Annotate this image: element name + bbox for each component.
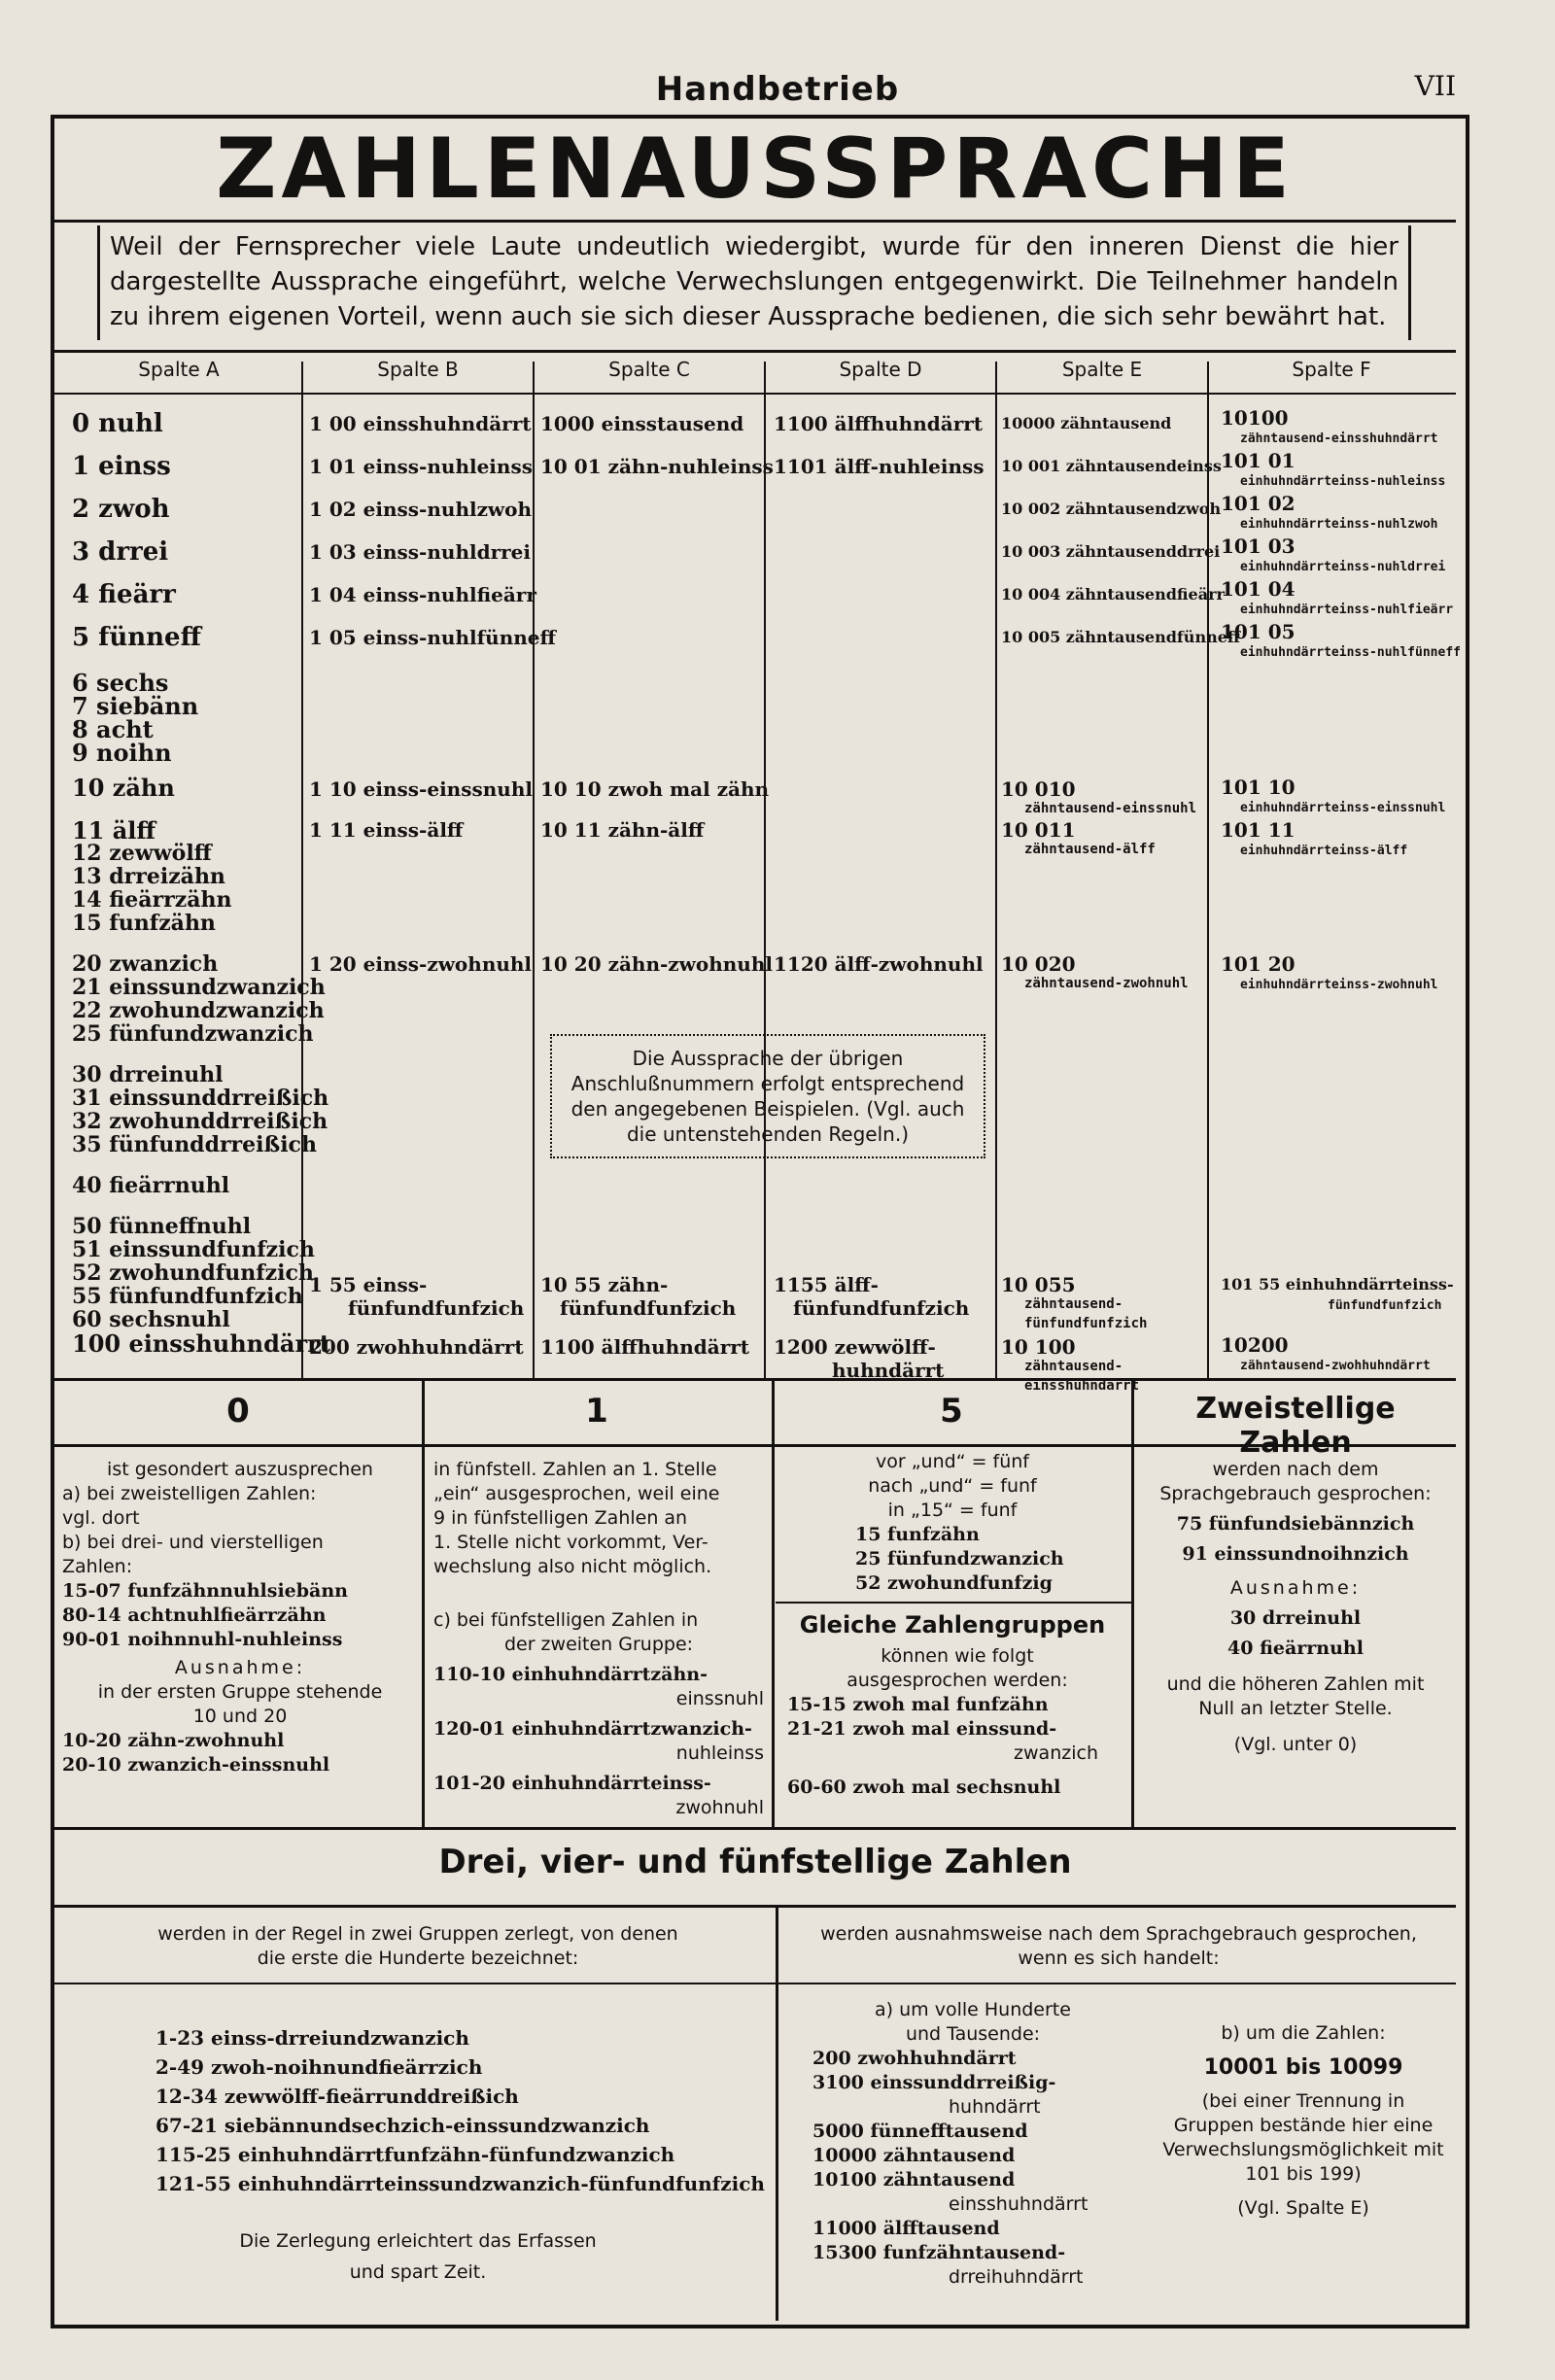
spalte-a-entry: 22 zwohundzwanzich: [72, 998, 325, 1023]
spalte-e-entry: 10 005 zähntausendfünneff: [1001, 628, 1241, 646]
text-line: 120-01 einhuhndärrtzwanzich-: [433, 1718, 752, 1740]
spalte-b-entry: 1 55 einss-: [309, 1273, 428, 1296]
spalte-a-entry: 14 fieärrzähn: [72, 887, 232, 913]
spalte-a-entry: 4 fieärr: [72, 580, 176, 609]
spalte-e-entry: zähntausend-zwohnuhl: [1024, 976, 1189, 991]
spalte-a-entry: 5 fünneff: [72, 623, 201, 652]
column-header: Spalte A: [138, 358, 220, 381]
one-rules: [433, 1458, 764, 1820]
text-line: werden nach dem: [1212, 1459, 1379, 1480]
text-line: 30 drreinuhl: [1229, 1607, 1362, 1629]
text-line: 1-23 einss-drreiundzwanzich: [156, 2026, 469, 2050]
section-rule: [776, 1907, 778, 2321]
multi-right-b: [1153, 2021, 1454, 2221]
text-line: 15-15 zwoh mal funfzähn: [787, 1694, 1049, 1715]
section-one-heading: 1: [585, 1392, 608, 1431]
text-line: Gruppen bestände hier eine: [1173, 2115, 1434, 2136]
five-rules: [778, 1450, 1127, 1596]
spalte-d-entry: 1100 älffhuhndärrt: [774, 412, 984, 435]
text-line: Die Zerlegung erleichtert das Erfassen: [239, 2230, 597, 2252]
spalte-f-entry: einhuhndärrteinss-nuhlzwoh: [1240, 517, 1438, 532]
spalte-a-entry: 20 zwanzich: [72, 951, 219, 977]
text-line: Sprachgebrauch gesprochen:: [1159, 1483, 1432, 1504]
spalte-d-entry: huhndärrt: [832, 1359, 945, 1382]
text-line: in fünfstell. Zahlen an 1. Stelle: [433, 1459, 717, 1480]
text-line: nach „und“ = funf: [868, 1475, 1037, 1497]
spalte-f-entry: einhuhndärrteinss-nuhldrrei: [1240, 560, 1446, 574]
spalte-a-entry: 0 nuhl: [72, 409, 163, 438]
text-line: 101 bis 199): [1245, 2163, 1362, 2185]
column-rule: [301, 362, 303, 1378]
divider: [54, 1983, 1456, 1984]
multi-right-a: [812, 1998, 1133, 2290]
spalte-a-entry: 13 drreizähn: [72, 864, 225, 889]
spalte-e-entry: zähntausend-einssnuhl: [1024, 801, 1197, 816]
text-line: und Tausende:: [905, 2023, 1041, 2045]
spalte-e-entry: zähntausend-älff: [1024, 842, 1156, 857]
column-rule: [533, 362, 535, 1378]
intro-paragraph: Weil der Fernsprecher viele Laute undeutlich wiedergibt, wurde für den inneren Dienst die hier dargestellte Aussprache eingeführt, welche Verwechslungen entgegenwirkt. Die Teilnehmer handeln zu ihrem eigenen Vorteil, wenn auch sie sich dieser Aussprache bedienen, die sich sehr bewährt hat.: [97, 225, 1411, 340]
spalte-f-entry: einhuhndärrteinss-einssnuhl: [1240, 801, 1446, 815]
spalte-f-entry: 101 01: [1221, 449, 1296, 472]
divider: [54, 1905, 1456, 1908]
text-line: 1. Stelle nicht vorkommt, Ver-: [433, 1532, 708, 1553]
spalte-b-entry: 1 10 einss-einssnuhl: [309, 777, 533, 801]
spalte-a-entry: 12 zewwölff: [72, 841, 212, 866]
text-line: 10001 bis 10099: [1203, 2055, 1403, 2080]
text-line: und die höheren Zahlen mit: [1166, 1673, 1425, 1695]
spalte-a-entry: 3 drrei: [72, 537, 169, 567]
column-header: Spalte C: [608, 358, 690, 381]
text-line: 25 fünfundzwanzich: [855, 1548, 1064, 1569]
column-header: Spalte F: [1292, 358, 1371, 381]
text-line: Null an letzter Stelle.: [1198, 1698, 1393, 1719]
zero-rules: [62, 1458, 418, 1777]
spalte-e-entry: 10 010: [1001, 777, 1076, 801]
note-box: Die Aussprache der übrigen Anschlußnummern erfolgt entsprechend den angegebenen Beispielen. (Vgl. auch die untenstehenden Regeln.): [550, 1034, 985, 1158]
spalte-e-entry: zähntausend-: [1024, 1296, 1123, 1312]
spalte-e-entry: 10000 zähntausend: [1001, 414, 1172, 432]
text-line: 60-60 zwoh mal sechsnuhl: [787, 1776, 1061, 1798]
text-line: a) um volle Hunderte: [875, 1999, 1071, 2020]
text-line: zwohnuhl: [675, 1797, 764, 1818]
section-rule: [772, 1380, 775, 1827]
text-line: Ausnahme:: [1229, 1577, 1362, 1599]
column-rule: [764, 362, 766, 1378]
spalte-a-entry: 15 funfzähn: [72, 911, 216, 936]
spalte-b-entry: 1 02 einss-nuhlzwoh: [309, 498, 533, 521]
spalte-f-entry: 101 05: [1221, 620, 1296, 643]
multi-right-intro: [783, 1922, 1454, 1971]
spalte-a-entry: 6 sechs: [72, 669, 169, 697]
spalte-e-entry: 10 002 zähntausendzwoh: [1001, 500, 1222, 518]
text-line: wechslung also nicht möglich.: [433, 1556, 712, 1577]
divider: [54, 350, 1456, 353]
spalte-f-entry: 10200: [1221, 1333, 1289, 1357]
text-line: 115-25 einhuhndärrtfunfzähn-fünfundzwanzich: [156, 2143, 675, 2166]
spalte-f-entry: 10100: [1221, 406, 1289, 430]
spalte-c-entry: 10 01 zähn-nuhleinss: [540, 455, 774, 478]
spalte-e-entry: einsshuhndärrt: [1024, 1378, 1140, 1394]
section-five-heading: 5: [940, 1392, 963, 1431]
text-line: Ausnahme:: [174, 1657, 306, 1678]
text-line: können wie folgt: [881, 1645, 1034, 1667]
spalte-c-entry: 1000 einsstausend: [540, 412, 744, 435]
spalte-a-entry: 7 siebänn: [72, 692, 199, 720]
spalte-b-entry: 1 11 einss-älff: [309, 818, 464, 842]
spalte-d-entry: 1101 älff-nuhleinss: [774, 455, 985, 478]
spalte-f-entry: einhuhndärrteinss-nuhlfünneff: [1240, 645, 1461, 660]
text-line: vgl. dort: [62, 1507, 140, 1529]
text-line: 15 funfzähn: [855, 1524, 980, 1545]
spalte-b-entry: 1 00 einsshuhndärrt: [309, 412, 532, 435]
spalte-a-entry: 2 zwoh: [72, 495, 170, 524]
spalte-b-entry: 1 03 einss-nuhldrrei: [309, 540, 531, 564]
spalte-a-entry: 21 einssundzwanzich: [72, 975, 326, 1000]
spalte-f-entry: 101 55 einhuhndärrteinss-: [1221, 1275, 1454, 1293]
column-header: Spalte E: [1061, 358, 1143, 381]
text-line: der zweiten Gruppe:: [503, 1634, 694, 1655]
spalte-f-entry: 101 02: [1221, 492, 1296, 515]
text-line: 10-20 zähn-zwohnuhl: [62, 1730, 285, 1751]
spalte-e-entry: 10 020: [1001, 952, 1076, 976]
spalte-a-entry: 31 einssunddrreißich: [72, 1086, 329, 1111]
text-line: drreihuhndärrt: [949, 2266, 1084, 2288]
text-line: a) bei zweistelligen Zahlen:: [62, 1483, 317, 1504]
divider: [54, 393, 1456, 395]
text-line: 12-34 zewwölff-fieärrunddreißich: [156, 2085, 519, 2108]
text-line: ist gesondert auszusprechen: [107, 1459, 373, 1480]
spalte-b-entry: 1 04 einss-nuhlfieärr: [309, 583, 536, 606]
text-line: (Vgl. Spalte E): [1237, 2197, 1369, 2219]
spalte-e-entry: 10 004 zähntausendfieärr: [1001, 585, 1225, 604]
text-line: 75 fünfundsiebännzich: [1176, 1513, 1415, 1535]
text-line: wenn es sich handelt:: [1018, 1948, 1220, 1969]
column-rule: [995, 362, 997, 1378]
column-header: Spalte B: [377, 358, 459, 381]
spalte-a-entry: 50 fünneffnuhl: [72, 1214, 252, 1239]
groups-rules: [787, 1644, 1127, 1800]
text-line: 91 einssundnoihnzich: [1182, 1543, 1409, 1565]
text-line: 90-01 noihnnuhl-nuhleinss: [62, 1629, 343, 1650]
section-rule: [1131, 1380, 1134, 1827]
divider: [54, 1444, 1456, 1447]
text-line: 110-10 einhuhndärrtzähn-: [433, 1664, 708, 1685]
spalte-b-entry: 1 20 einss-zwohnuhl: [309, 952, 533, 976]
page-title: ZAHLENAUSSPRACHE: [216, 121, 1295, 218]
spalte-d-entry: 1200 zewwölff-: [774, 1335, 936, 1359]
spalte-a-entry: 25 fünfundzwanzich: [72, 1021, 314, 1047]
divider: [54, 1378, 1456, 1381]
text-line: 52 zwohundfunfzig: [855, 1572, 1053, 1594]
two-digit-rules: [1139, 1458, 1452, 1757]
text-line: 20-10 zwanzich-einssnuhl: [62, 1754, 330, 1776]
text-line: b) bei drei- und vierstelligen: [62, 1532, 324, 1553]
spalte-c-entry: 10 20 zähn-zwohnuhl: [540, 952, 773, 976]
text-line: ausgesprochen werden:: [847, 1670, 1068, 1691]
spalte-d-entry: fünfundfunfzich: [793, 1296, 970, 1320]
text-line: huhndärrt: [949, 2096, 1041, 2118]
spalte-f-entry: einhuhndärrteinss-nuhleinss: [1240, 474, 1446, 489]
text-line: (bei einer Trennung in: [1201, 2090, 1405, 2112]
section-rule: [422, 1380, 425, 1827]
spalte-e-entry: zähntausend-: [1024, 1359, 1123, 1374]
spalte-e-entry: fünfundfunfzich: [1024, 1316, 1148, 1331]
spalte-b-entry: 1 05 einss-nuhlfünneff: [309, 626, 556, 649]
spalte-a-entry: 40 fieärrnuhl: [72, 1173, 230, 1198]
text-line: „ein“ ausgesprochen, weil eine: [433, 1483, 720, 1504]
text-line: einsshuhndärrt: [949, 2193, 1088, 2215]
spalte-f-entry: 101 20: [1221, 952, 1296, 976]
divider: [776, 1602, 1131, 1604]
text-line: 10000 zähntausend: [812, 2145, 1016, 2166]
text-line: 2-49 zwoh-noihnundfieärrzich: [156, 2055, 483, 2079]
spalte-e-entry: 10 011: [1001, 818, 1076, 842]
spalte-c-entry: 1100 älffhuhndärrt: [540, 1335, 750, 1359]
column-header: Spalte D: [839, 358, 922, 381]
spalte-c-entry: 10 11 zähn-älff: [540, 818, 705, 842]
spalte-a-entry: 1 einss: [72, 452, 171, 481]
text-line: 15-07 funfzähnnuhlsiebänn: [62, 1580, 348, 1602]
spalte-e-entry: 10 055: [1001, 1273, 1076, 1296]
spalte-b-entry: 1 01 einss-nuhleinss: [309, 455, 533, 478]
spalte-c-entry: 10 10 zwoh mal zähn: [540, 777, 770, 801]
text-line: vor „und“ = fünf: [875, 1451, 1029, 1472]
text-line: c) bei fünfstelligen Zahlen in: [433, 1609, 699, 1631]
text-line: 10 und 20: [192, 1706, 288, 1727]
spalte-f-entry: 101 03: [1221, 535, 1296, 558]
text-line: 10100 zähntausend: [812, 2169, 1016, 2190]
spalte-a-entry: 100 einsshuhndärrt: [72, 1329, 330, 1358]
text-line: und spart Zeit.: [349, 2261, 487, 2283]
section-two-digit-heading: Zweistellige Zahlen: [1195, 1392, 1396, 1460]
text-line: 15300 funfzähntausend-: [812, 2242, 1066, 2263]
running-title: Handbetrieb: [655, 70, 900, 109]
spalte-a-entry: 52 zwohundfunfzich: [72, 1260, 314, 1286]
spalte-d-entry: 1120 älff-zwohnuhl: [774, 952, 984, 976]
text-line: 121-55 einhuhndärrteinssundzwanzich-fünfundfunfzich: [156, 2172, 765, 2195]
text-line: 5000 fünnefftausend: [812, 2121, 1028, 2142]
spalte-a-entry: 51 einssundfunfzich: [72, 1237, 315, 1262]
spalte-a-entry: 30 drreinuhl: [72, 1062, 224, 1087]
text-line: b) um die Zahlen:: [1221, 2022, 1386, 2044]
spalte-f-entry: fünfundfunfzich: [1328, 1298, 1442, 1313]
spalte-a-entry: 35 fünfunddrreißich: [72, 1132, 317, 1157]
text-line: in der ersten Gruppe stehende: [97, 1681, 383, 1703]
text-line: 40 fieärrnuhl: [1227, 1638, 1364, 1659]
text-line: die erste die Hunderte bezeichnet:: [257, 1948, 579, 1969]
text-line: (Vgl. unter 0): [1233, 1734, 1358, 1755]
spalte-a-entry: 11 älff: [72, 816, 156, 845]
section-multi-heading: Drei, vier- und fünfstellige Zahlen: [438, 1843, 1072, 1881]
text-line: 101-20 einhuhndärrteinss-: [433, 1773, 711, 1794]
spalte-f-entry: zähntausend-einsshuhndärrt: [1240, 431, 1438, 446]
section-zero-heading: 0: [226, 1392, 250, 1431]
page-number: VII: [1414, 70, 1456, 102]
spalte-b-entry: fünfundfunfzich: [348, 1296, 525, 1320]
text-line: 9 in fünfstelligen Zahlen an: [433, 1507, 688, 1529]
multi-left-intro: [68, 1922, 768, 1971]
spalte-a-entry: 60 sechsnuhl: [72, 1307, 230, 1332]
spalte-f-entry: einhuhndärrteinss-zwohnuhl: [1240, 978, 1438, 992]
text-line: 80-14 achtnuhlfieärrzähn: [62, 1604, 327, 1626]
spalte-c-entry: 10 55 zähn-: [540, 1273, 669, 1296]
spalte-f-entry: einhuhndärrteinss-älff: [1240, 844, 1408, 858]
text-line: 67-21 siebännundsechzich-einssundzwanzich: [156, 2114, 650, 2137]
text-line: 3100 einssunddrreißig-: [812, 2072, 1056, 2093]
spalte-c-entry: fünfundfunfzich: [560, 1296, 737, 1320]
text-line: zwanzich: [1014, 1742, 1098, 1764]
spalte-a-entry: 32 zwohunddrreißich: [72, 1109, 328, 1134]
spalte-e-entry: 10 100: [1001, 1335, 1076, 1359]
text-line: 200 zwohhuhndärrt: [812, 2048, 1017, 2069]
text-line: in „15“ = funf: [887, 1500, 1018, 1521]
spalte-a-entry: 10 zähn: [72, 774, 175, 802]
spalte-f-entry: zähntausend-zwohhuhndärrt: [1240, 1359, 1431, 1373]
text-line: werden in der Regel in zwei Gruppen zerlegt, von denen: [157, 1923, 678, 1945]
spalte-b-entry: 200 zwohhuhndärrt: [309, 1335, 524, 1359]
spalte-a-entry: 8 acht: [72, 715, 154, 743]
text-line: einssnuhl: [675, 1688, 764, 1709]
spalte-f-entry: 101 04: [1221, 577, 1296, 601]
spalte-a-entry: 9 noihn: [72, 739, 172, 767]
spalte-f-entry: einhuhndärrteinss-nuhlfieärr: [1240, 603, 1454, 617]
text-line: nuhleinss: [675, 1742, 764, 1764]
title-box: [54, 119, 1456, 223]
text-line: 11000 älfftausend: [812, 2218, 1000, 2239]
groups-heading: Gleiche Zahlengruppen: [799, 1611, 1106, 1638]
text-line: Zahlen:: [62, 1556, 133, 1577]
multi-left-footer: [68, 2225, 768, 2288]
spalte-d-entry: 1155 älff-: [774, 1273, 879, 1296]
multi-left-examples: [156, 2023, 768, 2198]
spalte-a-entry: 55 fünfundfunfzich: [72, 1284, 303, 1309]
spalte-f-entry: 101 11: [1221, 818, 1296, 842]
text-line: werden ausnahmsweise nach dem Sprachgebrauch gesprochen,: [820, 1923, 1417, 1945]
spalte-e-entry: 10 003 zähntausenddrrei: [1001, 542, 1221, 561]
spalte-e-entry: 10 001 zähntausendeinss: [1001, 457, 1222, 475]
text-line: Verwechslungsmöglichkeit mit: [1162, 2139, 1444, 2160]
divider: [54, 1827, 1456, 1830]
text-line: 21-21 zwoh mal einssund-: [787, 1718, 1057, 1740]
spalte-f-entry: 101 10: [1221, 776, 1296, 799]
